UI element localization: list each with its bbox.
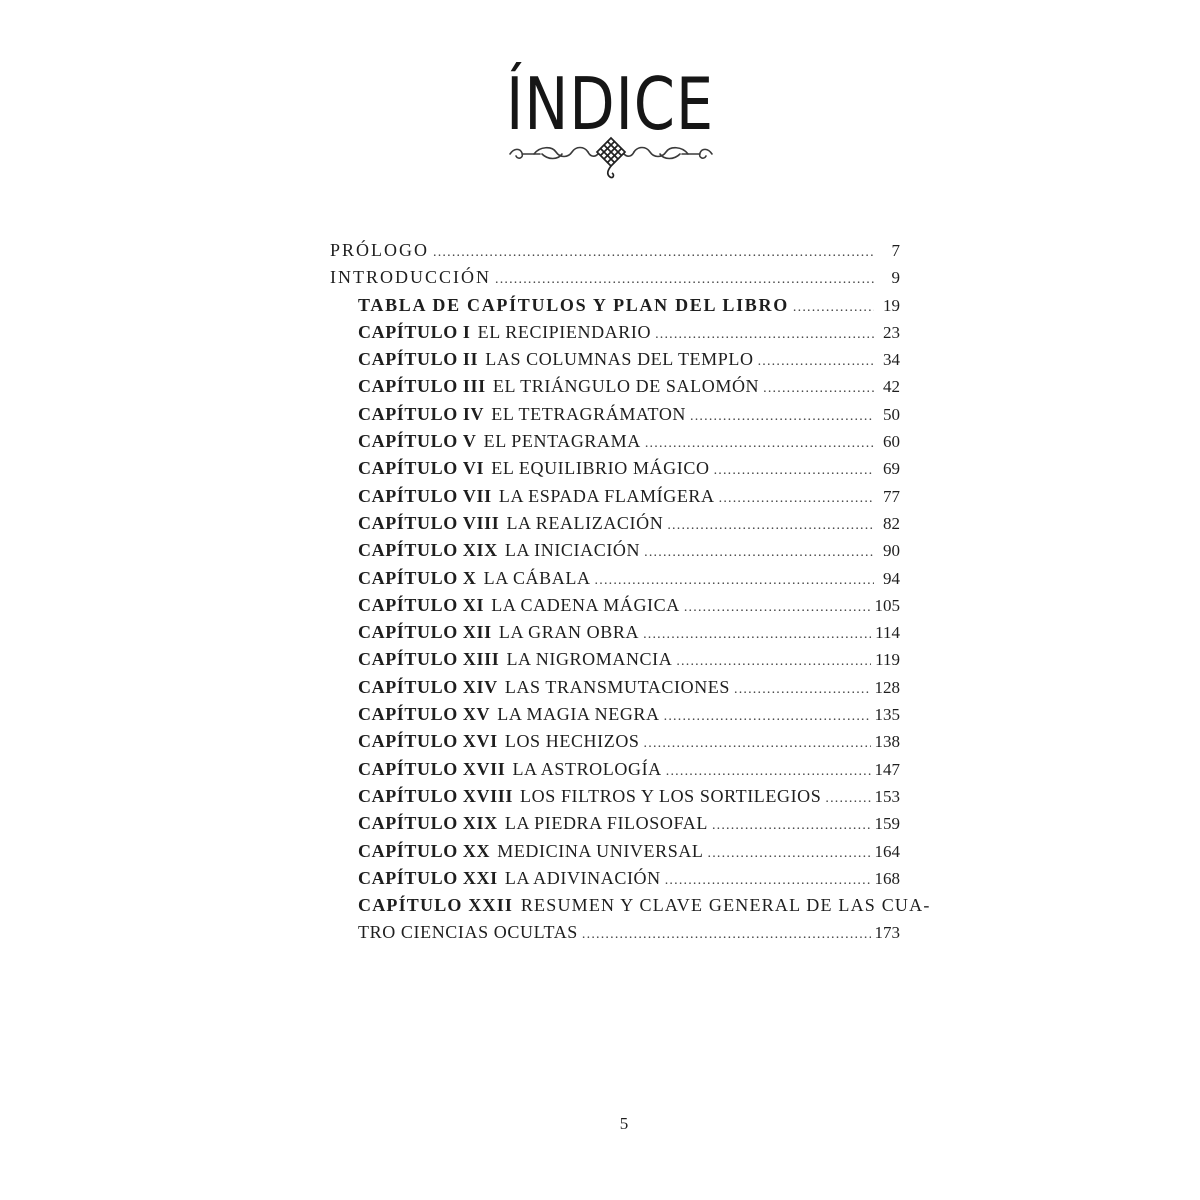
toc-entry-page: 153 (874, 786, 900, 806)
chapter-prefix: CAPÍTULO (358, 895, 463, 916)
chapter-numeral: V (462, 431, 477, 452)
chapter-numeral: XX (462, 840, 491, 861)
toc-entry-chapter-13[interactable] (330, 649, 900, 676)
chapter-title: LAS TRANSMUTACIONES (504, 676, 730, 697)
chapter-prefix: CAPÍTULO (358, 376, 458, 397)
toc-entry-chapter-10[interactable] (330, 568, 900, 595)
toc-entry-chapter-18[interactable] (330, 786, 900, 813)
toc-entry-label (358, 841, 704, 862)
chapter-title: LA NIGROMANCIA (506, 649, 673, 670)
toc-entry-label (358, 349, 754, 370)
chapter-title: LOS HECHIZOS (504, 731, 640, 752)
toc-entry-tabla[interactable] (330, 295, 900, 322)
leader-dots (690, 409, 874, 425)
chapter-title: MEDICINA UNIVERSAL (497, 840, 704, 861)
chapter-numeral: XXII (468, 895, 514, 916)
toc-entry-label (358, 458, 710, 479)
chapter-prefix: CAPÍTULO (358, 567, 458, 588)
chapter-prefix: CAPÍTULO (358, 731, 458, 752)
toc-entry-chapter-11[interactable] (330, 595, 900, 622)
toc-entry-label: TABLA DE CAPÍTULOS Y PLAN DEL LIBRO (358, 294, 789, 315)
leader-dots (664, 709, 871, 725)
leader-dots (712, 818, 871, 834)
toc-entry-page: 7 (891, 241, 900, 260)
chapter-numeral: XI (462, 594, 485, 615)
toc-entry-page: 50 (883, 404, 900, 424)
toc-entry-page: 23 (883, 322, 900, 342)
chapter-numeral: XVIII (462, 785, 513, 806)
chapter-title: LA ADIVINACIÓN (504, 867, 661, 888)
toc-entry-chapter-16[interactable] (330, 731, 900, 758)
toc-entry-label: PRÓLOGO (330, 240, 430, 260)
toc-entry-chapter-9[interactable] (330, 540, 900, 567)
chapter-numeral: II (462, 349, 479, 370)
chapter-prefix: CAPÍTULO (358, 512, 458, 533)
toc-entry-chapter-22-line1[interactable] (330, 895, 931, 922)
leader-dots (644, 736, 871, 752)
toc-entry-page: 114 (875, 623, 900, 643)
chapter-numeral: XIX (462, 813, 498, 834)
toc-entry-page: 138 (874, 732, 900, 752)
toc-entry-chapter-8[interactable] (330, 513, 900, 540)
toc-entry-chapter-3[interactable] (330, 376, 900, 403)
leader-dots (645, 436, 874, 452)
toc-entry-label: INTRODUCCIÓN (330, 267, 491, 288)
toc-entry-chapter-5[interactable] (330, 431, 900, 458)
toc-entry-page: 135 (874, 705, 900, 725)
leader-dots (495, 272, 874, 288)
chapter-numeral: VIII (462, 512, 500, 533)
leader-dots (763, 381, 874, 397)
toc-entry-chapter-17[interactable] (330, 759, 900, 786)
chapter-prefix: CAPÍTULO (358, 540, 458, 561)
chapter-numeral: XVII (462, 758, 506, 779)
chapter-title: LA INICIACIÓN (504, 540, 641, 561)
toc-entry-label (358, 568, 591, 589)
chapter-prefix: CAPÍTULO (358, 403, 458, 424)
toc-entry-label (358, 595, 680, 616)
toc-entry-label (358, 649, 672, 670)
chapter-title-continued: TRO CIENCIAS OCULTAS (358, 922, 578, 943)
chapter-title: LA MAGIA NEGRA (497, 704, 660, 725)
scroll-knot-ornament-icon (504, 132, 718, 180)
leader-dots (666, 764, 871, 780)
toc-entry-label (358, 540, 640, 561)
page-title: ÍNDICE (506, 62, 714, 146)
leader-dots (793, 300, 874, 316)
toc-entry-chapter-12[interactable] (330, 622, 900, 649)
chapter-numeral: XVI (462, 731, 498, 752)
toc-entry-page: 173 (874, 923, 900, 943)
toc-entry-chapter-20[interactable] (330, 841, 900, 868)
chapter-title: LA ASTROLOGÍA (512, 758, 662, 779)
chapter-prefix: CAPÍTULO (358, 321, 458, 342)
leader-dots (758, 354, 874, 370)
toc-entry-label (358, 895, 931, 916)
chapter-prefix: CAPÍTULO (358, 785, 458, 806)
toc-entry-page: 19 (883, 295, 900, 315)
toc-entry-label (358, 759, 662, 780)
leader-dots (708, 846, 871, 862)
chapter-prefix: CAPÍTULO (358, 676, 458, 697)
leader-dots (644, 545, 874, 561)
toc-entry-introduccion[interactable] (330, 267, 900, 294)
toc-entry-label (358, 404, 686, 425)
toc-entry-label (358, 486, 715, 507)
toc-entry-label (358, 704, 660, 725)
toc-entry-chapter-2[interactable] (330, 349, 900, 376)
chapter-prefix: CAPÍTULO (358, 622, 458, 643)
chapter-numeral: I (462, 321, 471, 342)
chapter-numeral: VI (462, 458, 485, 479)
toc-entry-chapter-14[interactable] (330, 677, 900, 704)
toc-entry-page: 69 (883, 459, 900, 479)
toc-entry-page: 168 (874, 868, 900, 888)
toc-entry-page: 77 (883, 486, 900, 506)
toc-entry-label (358, 677, 730, 698)
chapter-prefix: CAPÍTULO (358, 813, 458, 834)
toc-entry-page: 82 (883, 513, 900, 533)
leader-dots (582, 927, 871, 943)
leader-dots (676, 654, 871, 670)
chapter-numeral: IV (462, 403, 485, 424)
toc-entry-chapter-6[interactable] (330, 458, 900, 485)
table-of-contents (330, 240, 931, 950)
toc-entry-page: 105 (874, 595, 900, 615)
toc-entry-label (358, 513, 663, 534)
chapter-numeral: X (462, 567, 477, 588)
leader-dots (643, 627, 871, 643)
toc-entry-chapter-22-line2[interactable] (330, 922, 900, 949)
leader-dots (433, 245, 874, 261)
toc-entry-chapter-7[interactable] (330, 486, 900, 513)
chapter-numeral: XXI (462, 867, 498, 888)
toc-entry-label (358, 431, 641, 452)
leader-dots (825, 791, 870, 807)
leader-dots (655, 327, 874, 343)
chapter-prefix: CAPÍTULO (358, 349, 458, 370)
chapter-prefix: CAPÍTULO (358, 758, 458, 779)
toc-entry-label (358, 813, 708, 834)
leader-dots (684, 600, 871, 616)
toc-entry-chapter-15[interactable] (330, 704, 900, 731)
chapter-numeral: VII (462, 485, 492, 506)
toc-entry-page: 90 (883, 541, 900, 561)
chapter-title: EL RECIPIENDARIO (477, 321, 652, 342)
leader-dots (665, 873, 871, 889)
leader-dots (714, 463, 874, 479)
toc-entry-chapter-21[interactable] (330, 868, 900, 895)
chapter-prefix: CAPÍTULO (358, 840, 458, 861)
chapter-title: LA CADENA MÁGICA (491, 594, 680, 615)
toc-entry-page: 9 (891, 268, 900, 288)
chapter-numeral: XIV (462, 676, 498, 697)
chapter-prefix: CAPÍTULO (358, 594, 458, 615)
chapter-title: EL TETRAGRÁMATON (491, 403, 687, 424)
chapter-prefix: CAPÍTULO (358, 431, 458, 452)
toc-entry-prologo[interactable] (330, 240, 900, 267)
toc-entry-page: 34 (883, 350, 900, 370)
toc-entry-page: 159 (874, 814, 900, 834)
chapter-numeral: III (462, 376, 486, 397)
leader-dots (667, 518, 874, 534)
chapter-numeral: XII (462, 622, 492, 643)
chapter-title: LAS COLUMNAS DEL TEMPLO (485, 349, 754, 370)
chapter-title: EL PENTAGRAMA (483, 431, 641, 452)
chapter-numeral: XV (462, 704, 491, 725)
toc-entry-label (358, 622, 639, 643)
chapter-title: LA GRAN OBRA (498, 622, 640, 643)
leader-dots (595, 573, 874, 589)
leader-dots (734, 682, 871, 698)
chapter-prefix: CAPÍTULO (358, 704, 458, 725)
leader-dots (719, 491, 874, 507)
chapter-title: LA REALIZACIÓN (506, 512, 664, 533)
chapter-title: LA ESPADA FLAMÍGERA (498, 485, 715, 506)
chapter-numeral: XIX (462, 540, 498, 561)
page-number: 5 (619, 1114, 629, 1133)
toc-entry-page: 128 (874, 677, 900, 697)
chapter-title: LOS FILTROS Y LOS SORTILEGIOS (520, 785, 822, 806)
toc-entry-chapter-4[interactable] (330, 404, 900, 431)
chapter-numeral: XIII (462, 649, 500, 670)
toc-entry-label (358, 786, 821, 807)
toc-entry-page: 147 (874, 759, 900, 779)
toc-entry-page: 94 (883, 568, 900, 588)
toc-entry-chapter-19[interactable] (330, 813, 900, 840)
chapter-prefix: CAPÍTULO (358, 458, 458, 479)
toc-entry-chapter-1[interactable] (330, 322, 900, 349)
chapter-title: LA PIEDRA FILOSOFAL (504, 813, 708, 834)
toc-entry-page: 42 (883, 377, 900, 397)
toc-entry-label (358, 731, 640, 752)
toc-entry-label (358, 376, 759, 397)
toc-entry-page: 60 (883, 432, 900, 452)
chapter-prefix: CAPÍTULO (358, 485, 458, 506)
chapter-title: EL TRIÁNGULO DE SALOMÓN (492, 376, 760, 397)
chapter-title: RESUMEN Y CLAVE GENERAL DE LAS CUA- (520, 895, 931, 916)
toc-entry-label (358, 868, 661, 889)
toc-entry-page: 164 (874, 841, 900, 861)
chapter-prefix: CAPÍTULO (358, 649, 458, 670)
toc-entry-label (358, 322, 651, 343)
chapter-title: LA CÁBALA (483, 567, 591, 588)
toc-entry-page: 119 (875, 650, 900, 670)
chapter-title: EL EQUILIBRIO MÁGICO (491, 458, 710, 479)
chapter-prefix: CAPÍTULO (358, 867, 458, 888)
